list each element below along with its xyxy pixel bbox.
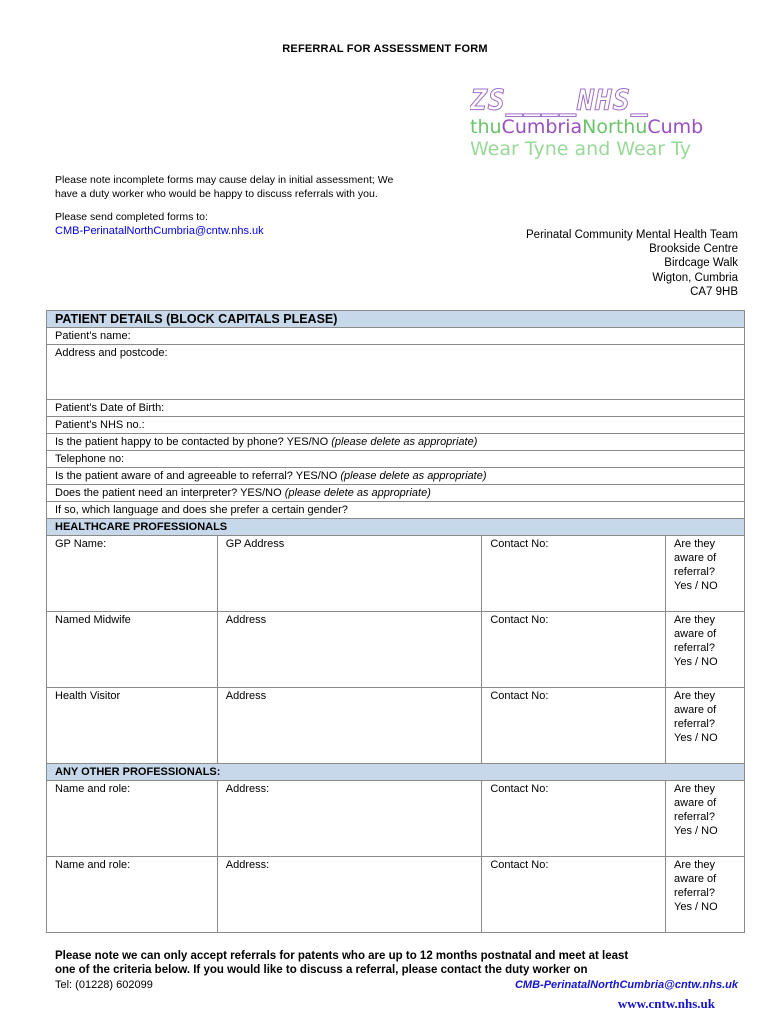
patient-dob-field[interactable]: Patient’s Date of Birth: [47,400,745,417]
nhs-logo-mark: ZS____NHS_ [470,86,649,117]
table-row [47,612,745,688]
table-row [47,857,745,933]
form-title: REFERRAL FOR ASSESSMENT FORM [282,43,488,55]
footer-note: Please note we can only accept referrals for patents who are up to 12 months postnatal and meet at least one of the criteria below. If you would like to discuss a referral, please contact the duty worker on [55,950,629,976]
other-address-field[interactable]: Address: [217,781,482,857]
referral-email-link[interactable]: CMB-PerinatalNorthCumbria@cntw.nhs.uk [55,225,264,237]
table-row [47,536,745,612]
other-aware-field-2[interactable]: Are they aware of referral? Yes / NO [666,857,745,933]
patient-address-field[interactable]: Address and postcode: [47,345,745,400]
team-address: Perinatal Community Mental Health Team Brookside Centre Birdcage Walk Wigton, Cumbria CA7 9HB [526,229,738,298]
nhs-logo-trust-name: thuCumbriaNorthuCumb [470,116,704,138]
language-question[interactable]: If so, which language and does she prefer a certain gender? [47,502,745,519]
other-professionals-header: ANY OTHER PROFESSIONALS: [47,764,745,781]
gp-address-field[interactable]: GP Address [217,536,482,612]
midwife-address-field[interactable]: Address [217,612,482,688]
health-visitor-contact-field[interactable]: Contact No: [482,688,666,764]
gp-name-field[interactable]: GP Name: [47,536,218,612]
nhs-logo-region: Wear Tyne and Wear Ty [470,138,692,160]
footer-email-link[interactable]: CMB-PerinatalNorthCumbria@cntw.nhs.uk [514,979,738,991]
other-name-field[interactable]: Name and role: [47,781,218,857]
midwife-contact-field[interactable]: Contact No: [482,612,666,688]
intro-note: Please note incomplete forms may cause delay in initial assessment; We have a duty worker who would be happy to discuss referrals with you. [55,174,394,200]
patient-details-header: PATIENT DETAILS (BLOCK CAPITALS PLEASE) [47,311,745,328]
referral-awareness-question[interactable]: Is the patient aware of and agreeable to referral? YES/NO (please delete as appropriate) [47,468,745,485]
patient-nhs-field[interactable]: Patient’s NHS no.: [47,417,745,434]
other-contact-field-2[interactable]: Contact No: [482,857,666,933]
duty-telephone: Tel: (01228) 602099 [55,979,153,991]
health-visitor-name-field[interactable]: Health Visitor [47,688,218,764]
table-row [47,688,745,764]
telephone-field[interactable]: Telephone no: [47,451,745,468]
referral-form-table [46,310,745,933]
patient-name-field[interactable]: Patient’s name: [47,328,745,345]
healthcare-professionals-header: HEALTHCARE PROFESSIONALS [47,519,745,536]
phone-contact-question[interactable]: Is the patient happy to be contacted by phone? YES/NO (please delete as appropriate) [47,434,745,451]
midwife-aware-field[interactable]: Are they aware of referral? Yes / NO [666,612,745,688]
other-name-field-2[interactable]: Name and role: [47,857,218,933]
other-contact-field[interactable]: Contact No: [482,781,666,857]
gp-contact-field[interactable]: Contact No: [482,536,666,612]
other-address-field-2[interactable]: Address: [217,857,482,933]
nhs-logo [470,86,740,170]
interpreter-question[interactable]: Does the patient need an interpreter? YES/NO (please delete as appropriate) [47,485,745,502]
other-aware-field[interactable]: Are they aware of referral? Yes / NO [666,781,745,857]
health-visitor-aware-field[interactable]: Are they aware of referral? Yes / NO [666,688,745,764]
send-label: Please send completed forms to: [55,211,208,223]
health-visitor-address-field[interactable]: Address [217,688,482,764]
table-row [47,781,745,857]
website-link[interactable]: www.cntw.nhs.uk [617,996,715,1011]
gp-aware-field[interactable]: Are they aware of referral? Yes / NO [666,536,745,612]
midwife-name-field[interactable]: Named Midwife [47,612,218,688]
